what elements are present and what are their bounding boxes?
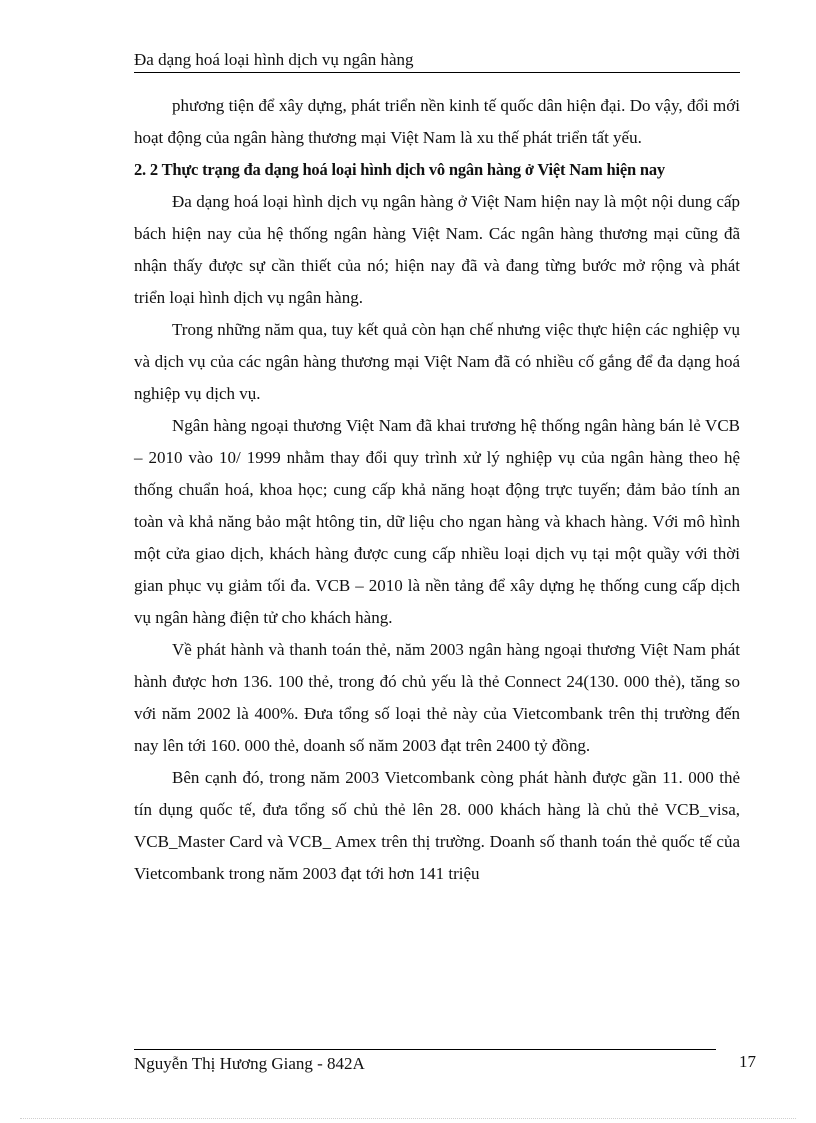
paragraph-credit-cards: Bên cạnh đó, trong năm 2003 Vietcombank còng phát hành được gần 11. 000 thẻ tín dụng quốc tế, đưa tổng số chủ thẻ lên 28. 000 khách hàng là chủ thẻ VCB_visa, VCB_Master Card và VCB_ Amex trên thị trường. Doanh số thanh toán thẻ quốc tế của Vietcombank trong năm 2003 đạt tới hơn 141 triệu bbox=[134, 768, 740, 883]
footer-divider bbox=[134, 1049, 716, 1050]
page-number: 17 bbox=[739, 1052, 756, 1071]
paragraph-card-issuance: Về phát hành và thanh toán thẻ, năm 2003 ngân hàng ngoại thương Việt Nam phát hành được hơn 136. 100 thẻ, trong đó chủ yếu là thẻ Connect 24(130. 000 thẻ), tăng so với năm 2002 là 400%. Đưa tổng số loại thẻ này của Vietcombank trên thị trường đến nay lên tới 160. 000 thẻ, doanh số năm 2003 đạt trên 2400 tỷ đồng. bbox=[134, 640, 740, 755]
section-heading: 2. 2 Thực trạng đa dạng hoá loại hình dịch vô ngân hàng ở Việt Nam hiện nay bbox=[134, 160, 665, 179]
paragraph-diversification: Đa dạng hoá loại hình dịch vụ ngân hàng ở Việt Nam hiện nay là một nội dung cấp bách hiện nay của hệ thống ngân hàng Việt Nam. Các ngân hàng thương mại cũng đã nhận thấy được sự cần thiết của nó; hiện nay đã và đang từng bước mở rộng và phát triển loại hình dịch vụ ngân hàng. bbox=[134, 192, 740, 307]
page-body bbox=[134, 90, 740, 890]
paragraph-vcb-2010: Ngân hàng ngoại thương Việt Nam đã khai trương hệ thống ngân hàng bán lẻ VCB – 2010 vào 10/ 1999 nhằm thay đổi quy trình xử lý nghiệp vụ của ngân hàng theo hệ thống chuẩn hoá, khoa học; cung cấp khả năng hoạt động trực tuyến; đảm bảo tính an toàn và khả năng bảo mật htông tin, dữ liệu cho ngan hàng và khach hàng. Với mô hình một cửa giao dịch, khách hàng được cung cấp nhiều loại dịch vụ tại một quầy với thời gian phục vụ giảm tối đa. VCB – 2010 là nền tảng để xây dựng hẹ thống cung cấp dịch vụ ngân hàng điện tử cho khách hàng. bbox=[134, 416, 740, 627]
page-bottom-edge bbox=[20, 1118, 796, 1119]
paragraph-recent-years: Trong những năm qua, tuy kết quả còn hạn chế nhưng việc thực hiện các nghiệp vụ và dịch vụ của các ngân hàng thương mại Việt Nam đã có nhiều cố gắng để đa dạng hoá nghiệp vụ dịch vụ. bbox=[134, 320, 740, 403]
footer-author: Nguyễn Thị Hương Giang - 842A bbox=[134, 1054, 365, 1073]
paragraph-intro: phương tiện để xây dựng, phát triển nền kinh tế quốc dân hiện đại. Do vậy, đổi mới hoạt động của ngân hàng thương mại Việt Nam là xu thế phát triển tất yếu. bbox=[134, 96, 740, 147]
running-header: Đa dạng hoá loại hình dịch vụ ngân hàng bbox=[134, 50, 740, 73]
